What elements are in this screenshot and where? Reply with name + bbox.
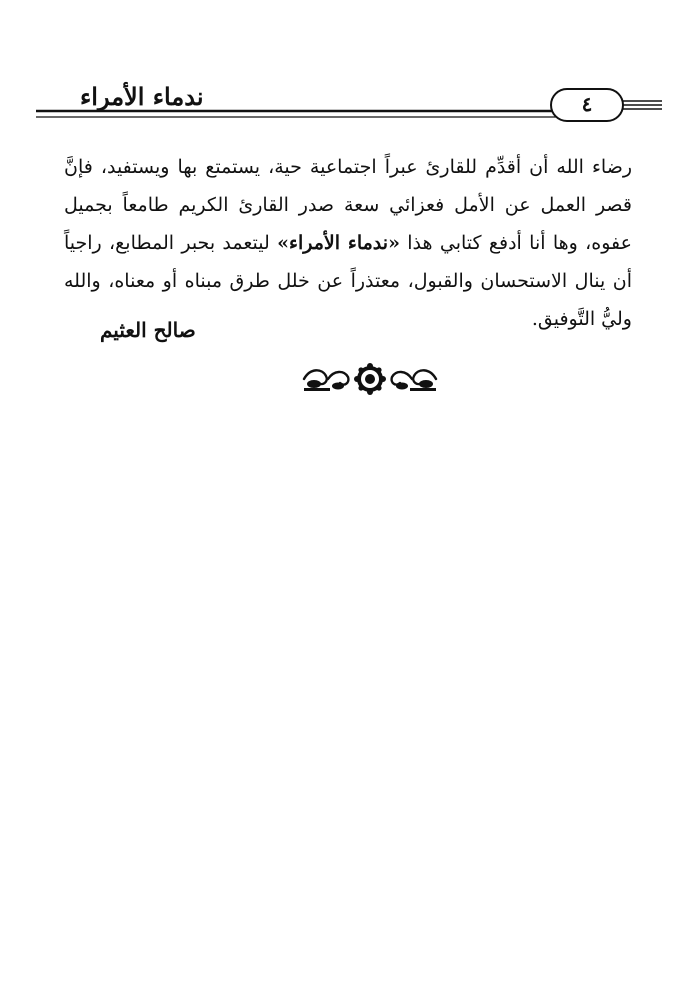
body-segment-2: ليتعمد بحبر المطابع، راجياً أن ينال الاستحسان والقبول، معتذراً عن خلل طرق مبناه أو معناه، والله وليُّ التَّوفيق.	[64, 232, 632, 330]
paragraph	[64, 148, 632, 338]
floral-divider-icon	[300, 362, 440, 396]
book-title: «ندماء الأمراء»	[277, 232, 400, 254]
running-header	[0, 0, 695, 130]
running-title: ندماء الأمراء	[80, 82, 204, 111]
body-text	[64, 148, 632, 338]
page-number: ٤	[581, 92, 593, 116]
author-signature: صالح العثيم	[100, 318, 196, 342]
body-segment-1: رضاء الله أن أقدِّم للقارئ عبراً اجتماعية حية، يستمتع بها ويستفيد، فإنَّ قصر العمل عن الأمل فعزائي سعة صدر القارئ الكريم طامعاً بجميل عفوه، وها أنا أدفع كتابي هذا	[64, 156, 633, 254]
